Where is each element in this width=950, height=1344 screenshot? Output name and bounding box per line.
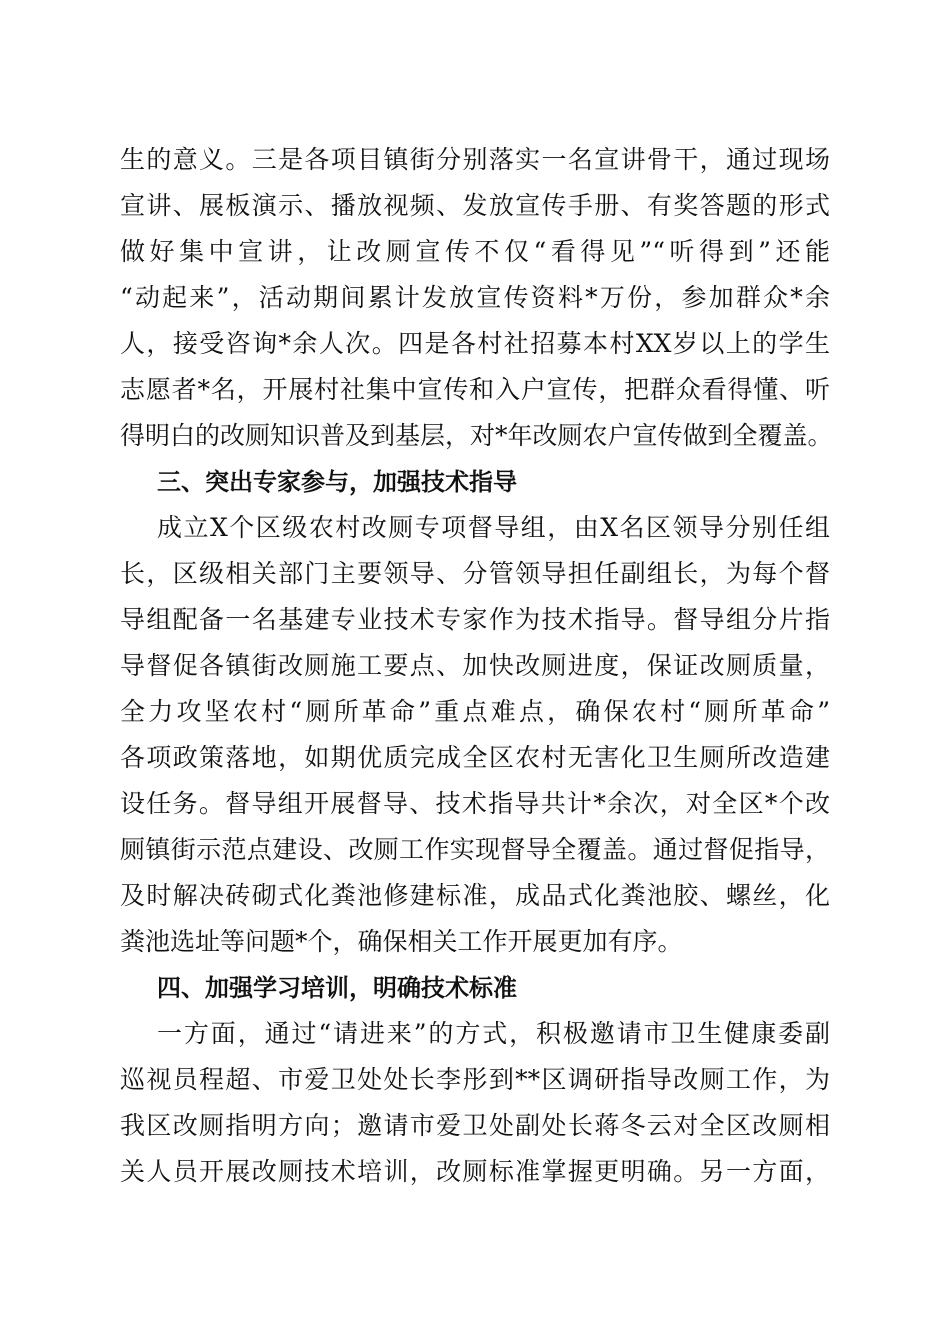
paragraph-line: 一方面，通过“请进来”的方式，积极邀请市卫生健康委副 (157, 1019, 830, 1048)
paragraph-line: 各项政策落地，如期优质完成全区农村无害化卫生厕所改造建 (120, 743, 830, 772)
paragraph-line: 我区改厕指明方向；邀请市爱卫处副处长蒋冬云对全区改厕相 (120, 1111, 830, 1140)
paragraph-line: 设任务。督导组开展督导、技术指导共计*余次，对全区*个改 (120, 789, 830, 818)
paragraph-line: 长，区级相关部门主要领导、分管领导担任副组长，为每个督 (120, 559, 830, 588)
paragraph-line: 及时解决砖砌式化粪池修建标准，成品式化粪池胶、螺丝，化 (120, 881, 830, 910)
paragraph-line: 巡视员程超、市爱卫处处长李彤到**区调研指导改厕工作，为 (120, 1065, 830, 1094)
paragraph-line: 志愿者*名，开展村社集中宣传和入户宣传，把群众看得懂、听 (120, 375, 830, 404)
section-heading: 四、加强学习培训，明确技术标准 (157, 974, 517, 1002)
paragraph-line: 宣讲、展板演示、播放视频、发放宣传手册、有奖答题的形式 (120, 191, 830, 220)
paragraph-line: 成立X个区级农村改厕专项督导组，由X名区领导分别任组 (157, 513, 830, 542)
paragraph-line: 导督促各镇街改厕施工要点、加快改厕进度，保证改厕质量， (120, 651, 830, 680)
paragraph-line: 生的意义。三是各项目镇街分别落实一名宣讲骨干，通过现场 (120, 145, 830, 174)
paragraph-line: 粪池选址等问题*个，确保相关工作开展更加有序。 (120, 927, 683, 956)
paragraph-line: 导组配备一名基建专业技术专家作为技术指导。督导组分片指 (120, 605, 830, 634)
paragraph-line: 得明白的改厕知识普及到基层，对*年改厕农户宣传做到全覆盖。 (120, 421, 833, 450)
paragraph-line: 厕镇街示范点建设、改厕工作实现督导全覆盖。通过督促指导， (120, 835, 830, 864)
section-heading: 三、突出专家参与，加强技术指导 (157, 468, 517, 496)
paragraph-line: “动起来”，活动期间累计发放宣传资料*万份，参加群众*余 (120, 283, 830, 312)
paragraph-line: 人，接受咨询*余人次。四是各村社招募本村XX岁以上的学生 (120, 329, 830, 358)
paragraph-line: 关人员开展改厕技术培训，改厕标准掌握更明确。另一方面， (120, 1157, 830, 1186)
paragraph-line: 全力攻坚农村“厕所革命”重点难点，确保农村“厕所革命” (120, 697, 830, 726)
paragraph-line: 做好集中宣讲，让改厕宣传不仅“看得见”“听得到”还能 (120, 237, 830, 266)
